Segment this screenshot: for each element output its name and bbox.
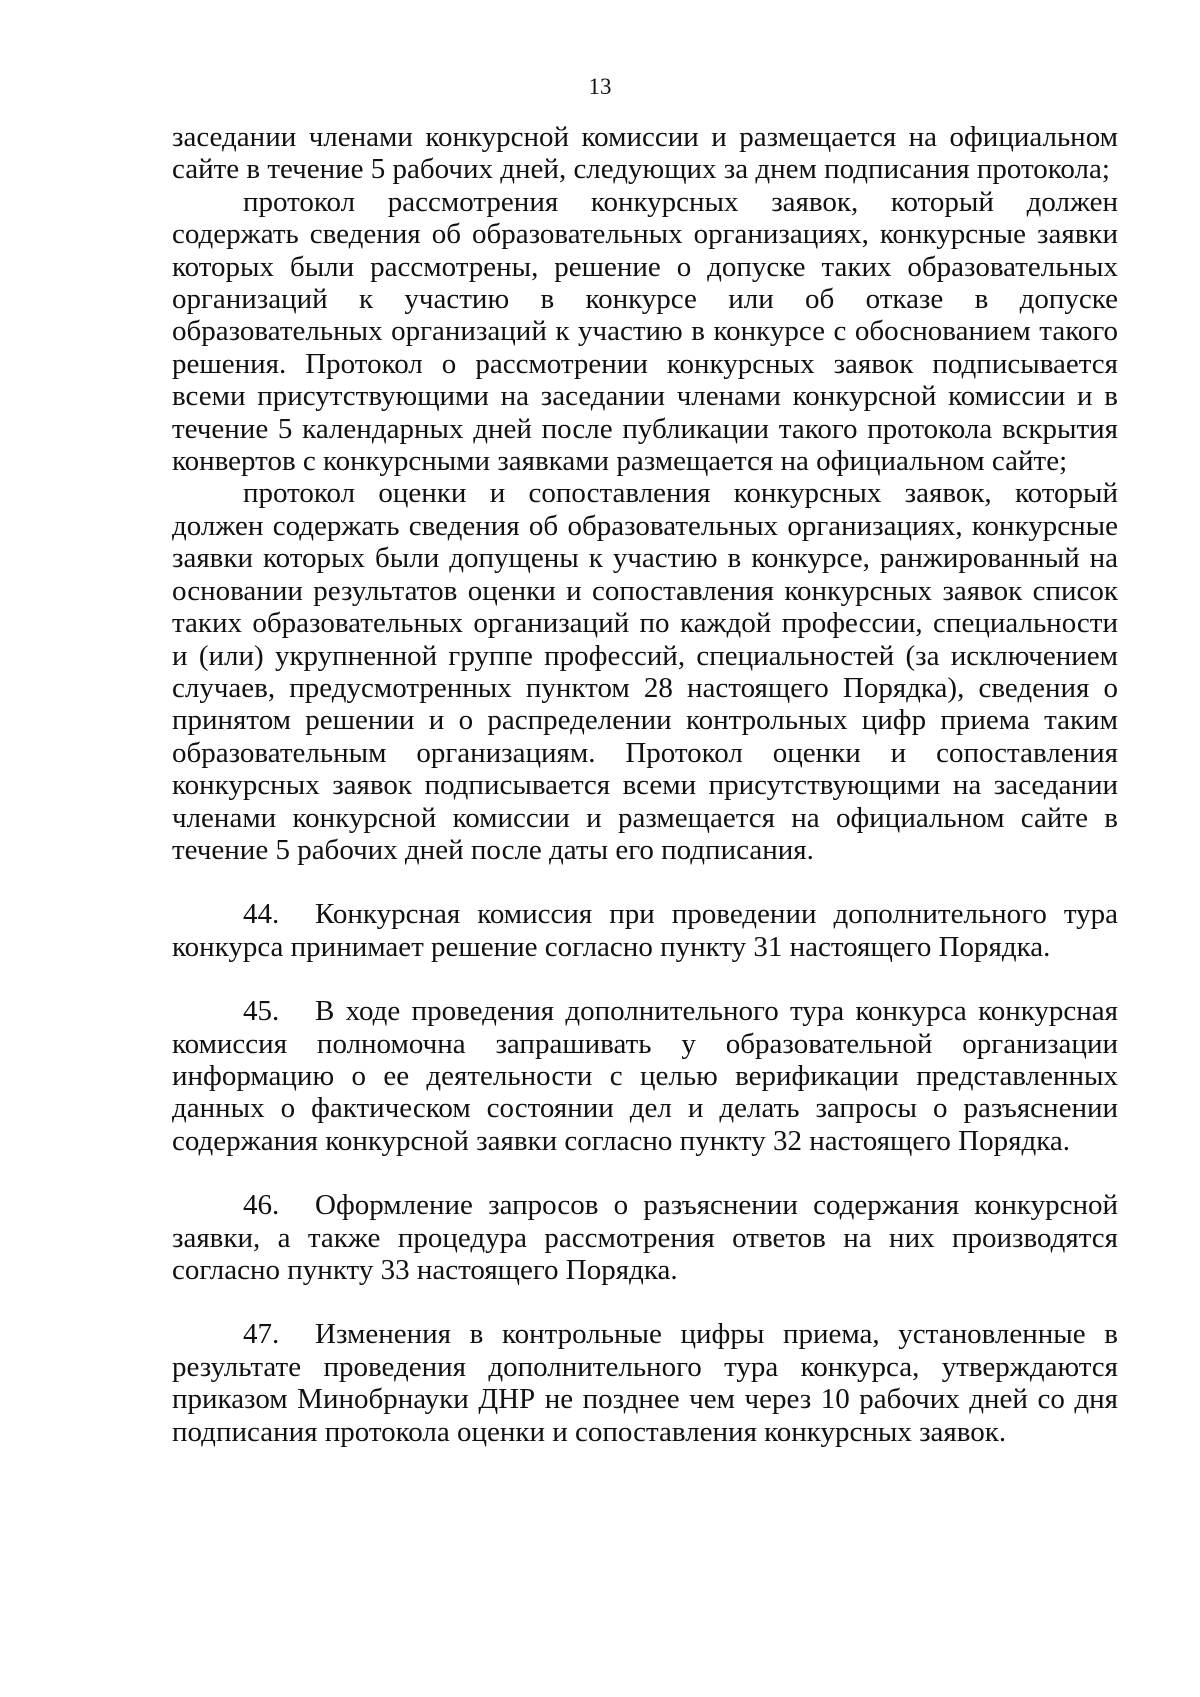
page-number: 13 [588,74,612,99]
paragraph-continuation: заседании членами конкурсной комиссии и размещается на официальном сайте в течение 5 рабочих дней, следующих за днем подписания протокола; [172,121,1118,186]
clause-number: 46. [243,1189,280,1222]
paragraph-evaluation-protocol: протокол оценки и сопоставления конкурсных заявок, который должен содержать сведения об образовательных организациях, конкурсные заявки которых были допущены к участию в конкурсе, ранжированный на основании результатов оценки и сопоставления конкурсных заявок список таких образовательных организаций по каждой профессии, специальности и (или) укрупненной группе профессий, специальностей (за исключением случаев, предусмотренных пунктом 28 настоящего Порядка), сведения о принятом решении и о распределении контрольных цифр приема таким образовательным организациям. Протокол оценки и сопоставления конкурсных заявок подписывается всеми присутствующими на заседании членами конкурсной комиссии и размещается на официальном сайте в течение 5 рабочих дней после даты его подписания. [172,477,1118,866]
clause-44 [172,898,1118,963]
clause-text: В ходе проведения дополнительного тура конкурса конкурсная комиссия полномочна запрашивать у образовательной организации информацию о ее деятельности с целью верификации представленных данных о фактическом состоянии дел и делать запросы о разъяснении содержания конкурсной заявки согласно пункту 32 настоящего Порядка. [172,995,1118,1157]
clause-number: 44. [243,898,280,931]
clause-47 [172,1318,1118,1448]
clause-number: 45. [243,995,280,1028]
clause-46 [172,1189,1118,1286]
document-body [172,121,1118,1448]
paragraph-review-protocol: протокол рассмотрения конкурсных заявок, который должен содержать сведения об образовательных организациях, конкурсные заявки которых были рассмотрены, решение о допуске таких образовательных организаций к участию в конкурсе или об отказе в допуске образовательных организаций к участию в конкурсе с обоснованием такого решения. Протокол о рассмотрении конкурсных заявок подписывается всеми присутствующими на заседании членами конкурсной комиссии и в течение 5 календарных дней после публикации такого протокола вскрытия конвертов с конкурсными заявками размещается на официальном сайте; [172,185,1118,478]
clause-text: Оформление запросов о разъяснении содержания конкурсной заявки, а также процедура рассмотрения ответов на них производятся согласно пункту 33 настоящего Порядка. [172,1189,1118,1286]
clause-number: 47. [243,1318,280,1351]
clause-45 [172,995,1118,1157]
clause-text: Конкурсная комиссия при проведении дополнительного тура конкурса принимает решение согласно пункту 31 настоящего Порядка. [172,898,1118,963]
clause-text: Изменения в контрольные цифры приема, установленные в результате проведения дополнительного тура конкурса, утверждаются приказом Минобрнауки ДНР не позднее чем через 10 рабочих дней со дня подписания протокола оценки и сопоставления конкурсных заявок. [172,1318,1118,1448]
